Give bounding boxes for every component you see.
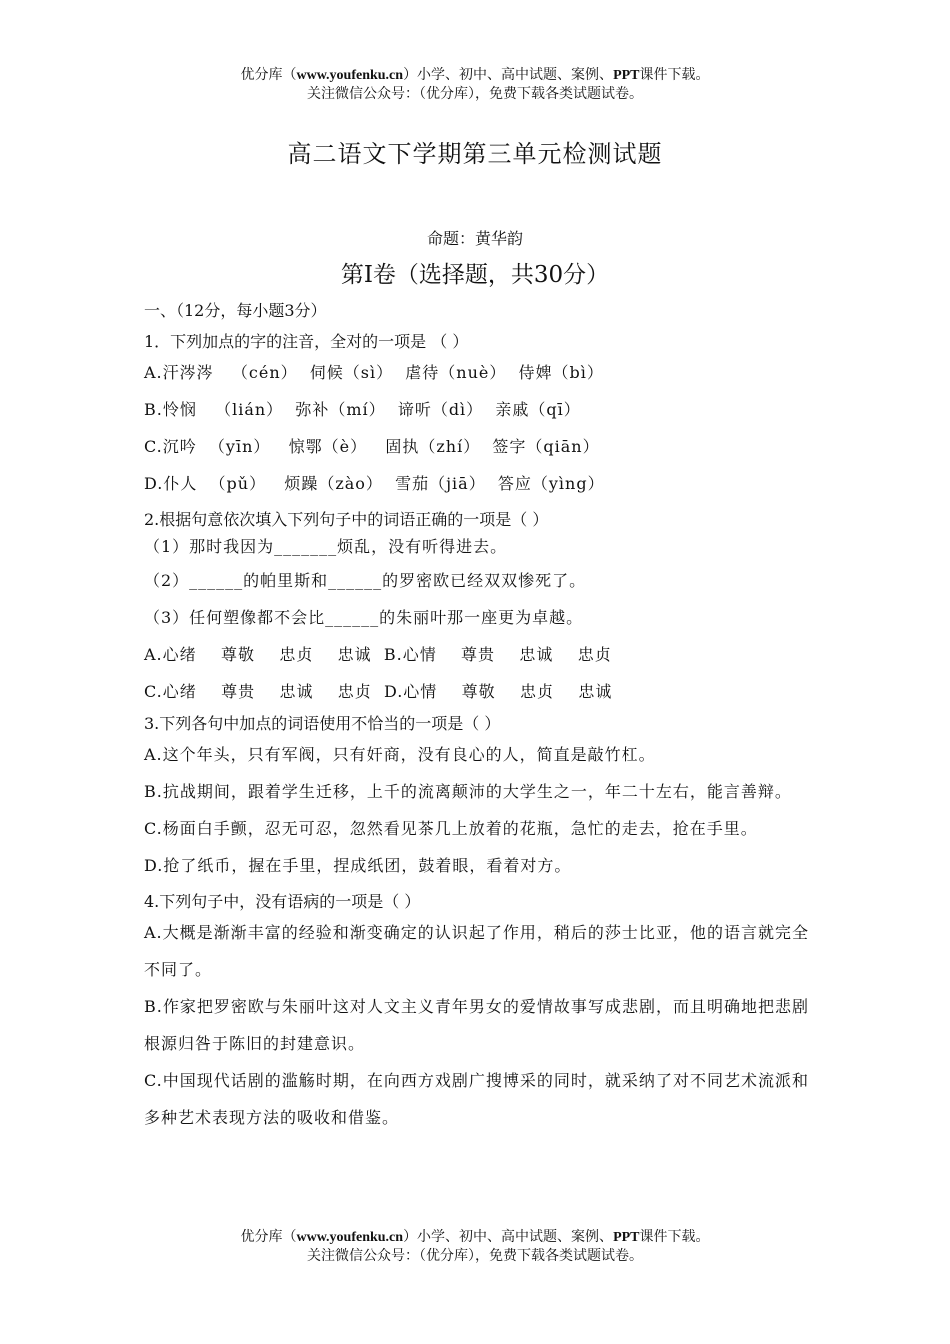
header-line-1: 优分库（www.youfenku.cn）小学、初中、高中试题、案例、PPT课件下载。	[240, 67, 710, 83]
footer-line-2: 关注微信公众号：（优分库），免费下载各类试题试卷。	[307, 1248, 643, 1264]
q3-option-a: A.这个年头，只有军阀，只有奸商，没有良心的人，简直是敲竹杠。	[144, 745, 656, 764]
q4-option-a: A.大概是渐渐丰富的经验和渐变确定的认识起了作用，稍后的莎士比亚，他的语言就完全不同了。	[144, 923, 809, 979]
question-4-stem: 4.下列句子中，没有语病的一项是（ ）	[144, 892, 421, 911]
q2-options-ab: A.心绪 尊敬 忠贞 忠诚 B.心情 尊贵 忠诚 忠贞	[144, 645, 612, 664]
page-footer	[0, 1228, 950, 1265]
question-1-stem: 1．下列加点的字的注音，全对的一项是 （ ）	[144, 332, 469, 351]
q1-option-c: C.沉吟 （yīn） 惊鄂（è） 固执（zhí） 签字（qiān）	[144, 437, 600, 456]
q3-option-c: C.杨面白手颤，忍无可忍，忽然看见茶几上放着的花瓶，急忙的走去，抢在手里。	[144, 819, 758, 838]
volume-heading: 第Ⅰ卷（选择题，共30分）	[340, 262, 610, 288]
document-title: 高二语文下学期第三单元检测试题	[287, 140, 663, 168]
footer-line-1: 优分库（www.youfenku.cn）小学、初中、高中试题、案例、PPT课件下载。	[240, 1229, 710, 1245]
q4-option-b: B.作家把罗密欧与朱丽叶这对人文主义青年男女的爱情故事写成悲剧，而且明确地把悲剧根源归咎于陈旧的封建意识。	[144, 997, 809, 1053]
q1-option-a: A.汗涔涔 （cén） 伺候（sì） 虐待（nuè） 侍婢（bì）	[144, 363, 604, 382]
q2-options-cd: C.心绪 尊贵 忠诚 忠贞 D.心情 尊敬 忠贞 忠诚	[144, 682, 613, 701]
q2-sentence-3: （3）任何塑像都不会比______的朱丽叶那一座更为卓越。	[144, 608, 584, 627]
q2-sentence-2: （2）______的帕里斯和______的罗密欧已经双双惨死了。	[144, 571, 587, 590]
question-3-stem: 3.下列各句中加点的词语使用不恰当的一项是（ ）	[144, 714, 501, 733]
q2-sentence-1: （1）那时我因为_______烦乱，没有听得进去。	[144, 537, 508, 556]
header-site: www.youfenku.cn	[296, 68, 404, 83]
section-heading: 一、（12分，每小题3分）	[144, 301, 327, 320]
q4-option-c: C.中国现代话剧的滥觞时期，在向西方戏剧广搜博采的同时，就采纳了对不同艺术流派和多种艺术表现方法的吸收和借鉴。	[144, 1071, 809, 1127]
question-2-stem: 2.根据句意依次填入下列句子中的词语正确的一项是（ ）	[144, 510, 549, 529]
q3-option-b: B.抗战期间，跟着学生迁移，上千的流离颠沛的大学生之一，年二十左右，能言善辩。	[144, 782, 792, 801]
q3-option-d: D.抢了纸币，握在手里，捏成纸团，鼓着眼，看着对方。	[144, 856, 572, 875]
header-line-2: 关注微信公众号：（优分库），免费下载各类试题试卷。	[307, 86, 643, 102]
footer-site: www.youfenku.cn	[296, 1230, 404, 1245]
exam-content	[144, 298, 809, 1136]
q1-option-b: B.怜悯 （lián） 弥补（mí） 谛听（dì） 亲戚（qī）	[144, 400, 581, 419]
page-header	[0, 66, 950, 103]
author-line: 命题：黄华韵	[426, 229, 523, 248]
q1-option-d: D.仆人 （pǔ） 烦躁（zào） 雪茄（jiā） 答应（yìng）	[144, 474, 605, 493]
